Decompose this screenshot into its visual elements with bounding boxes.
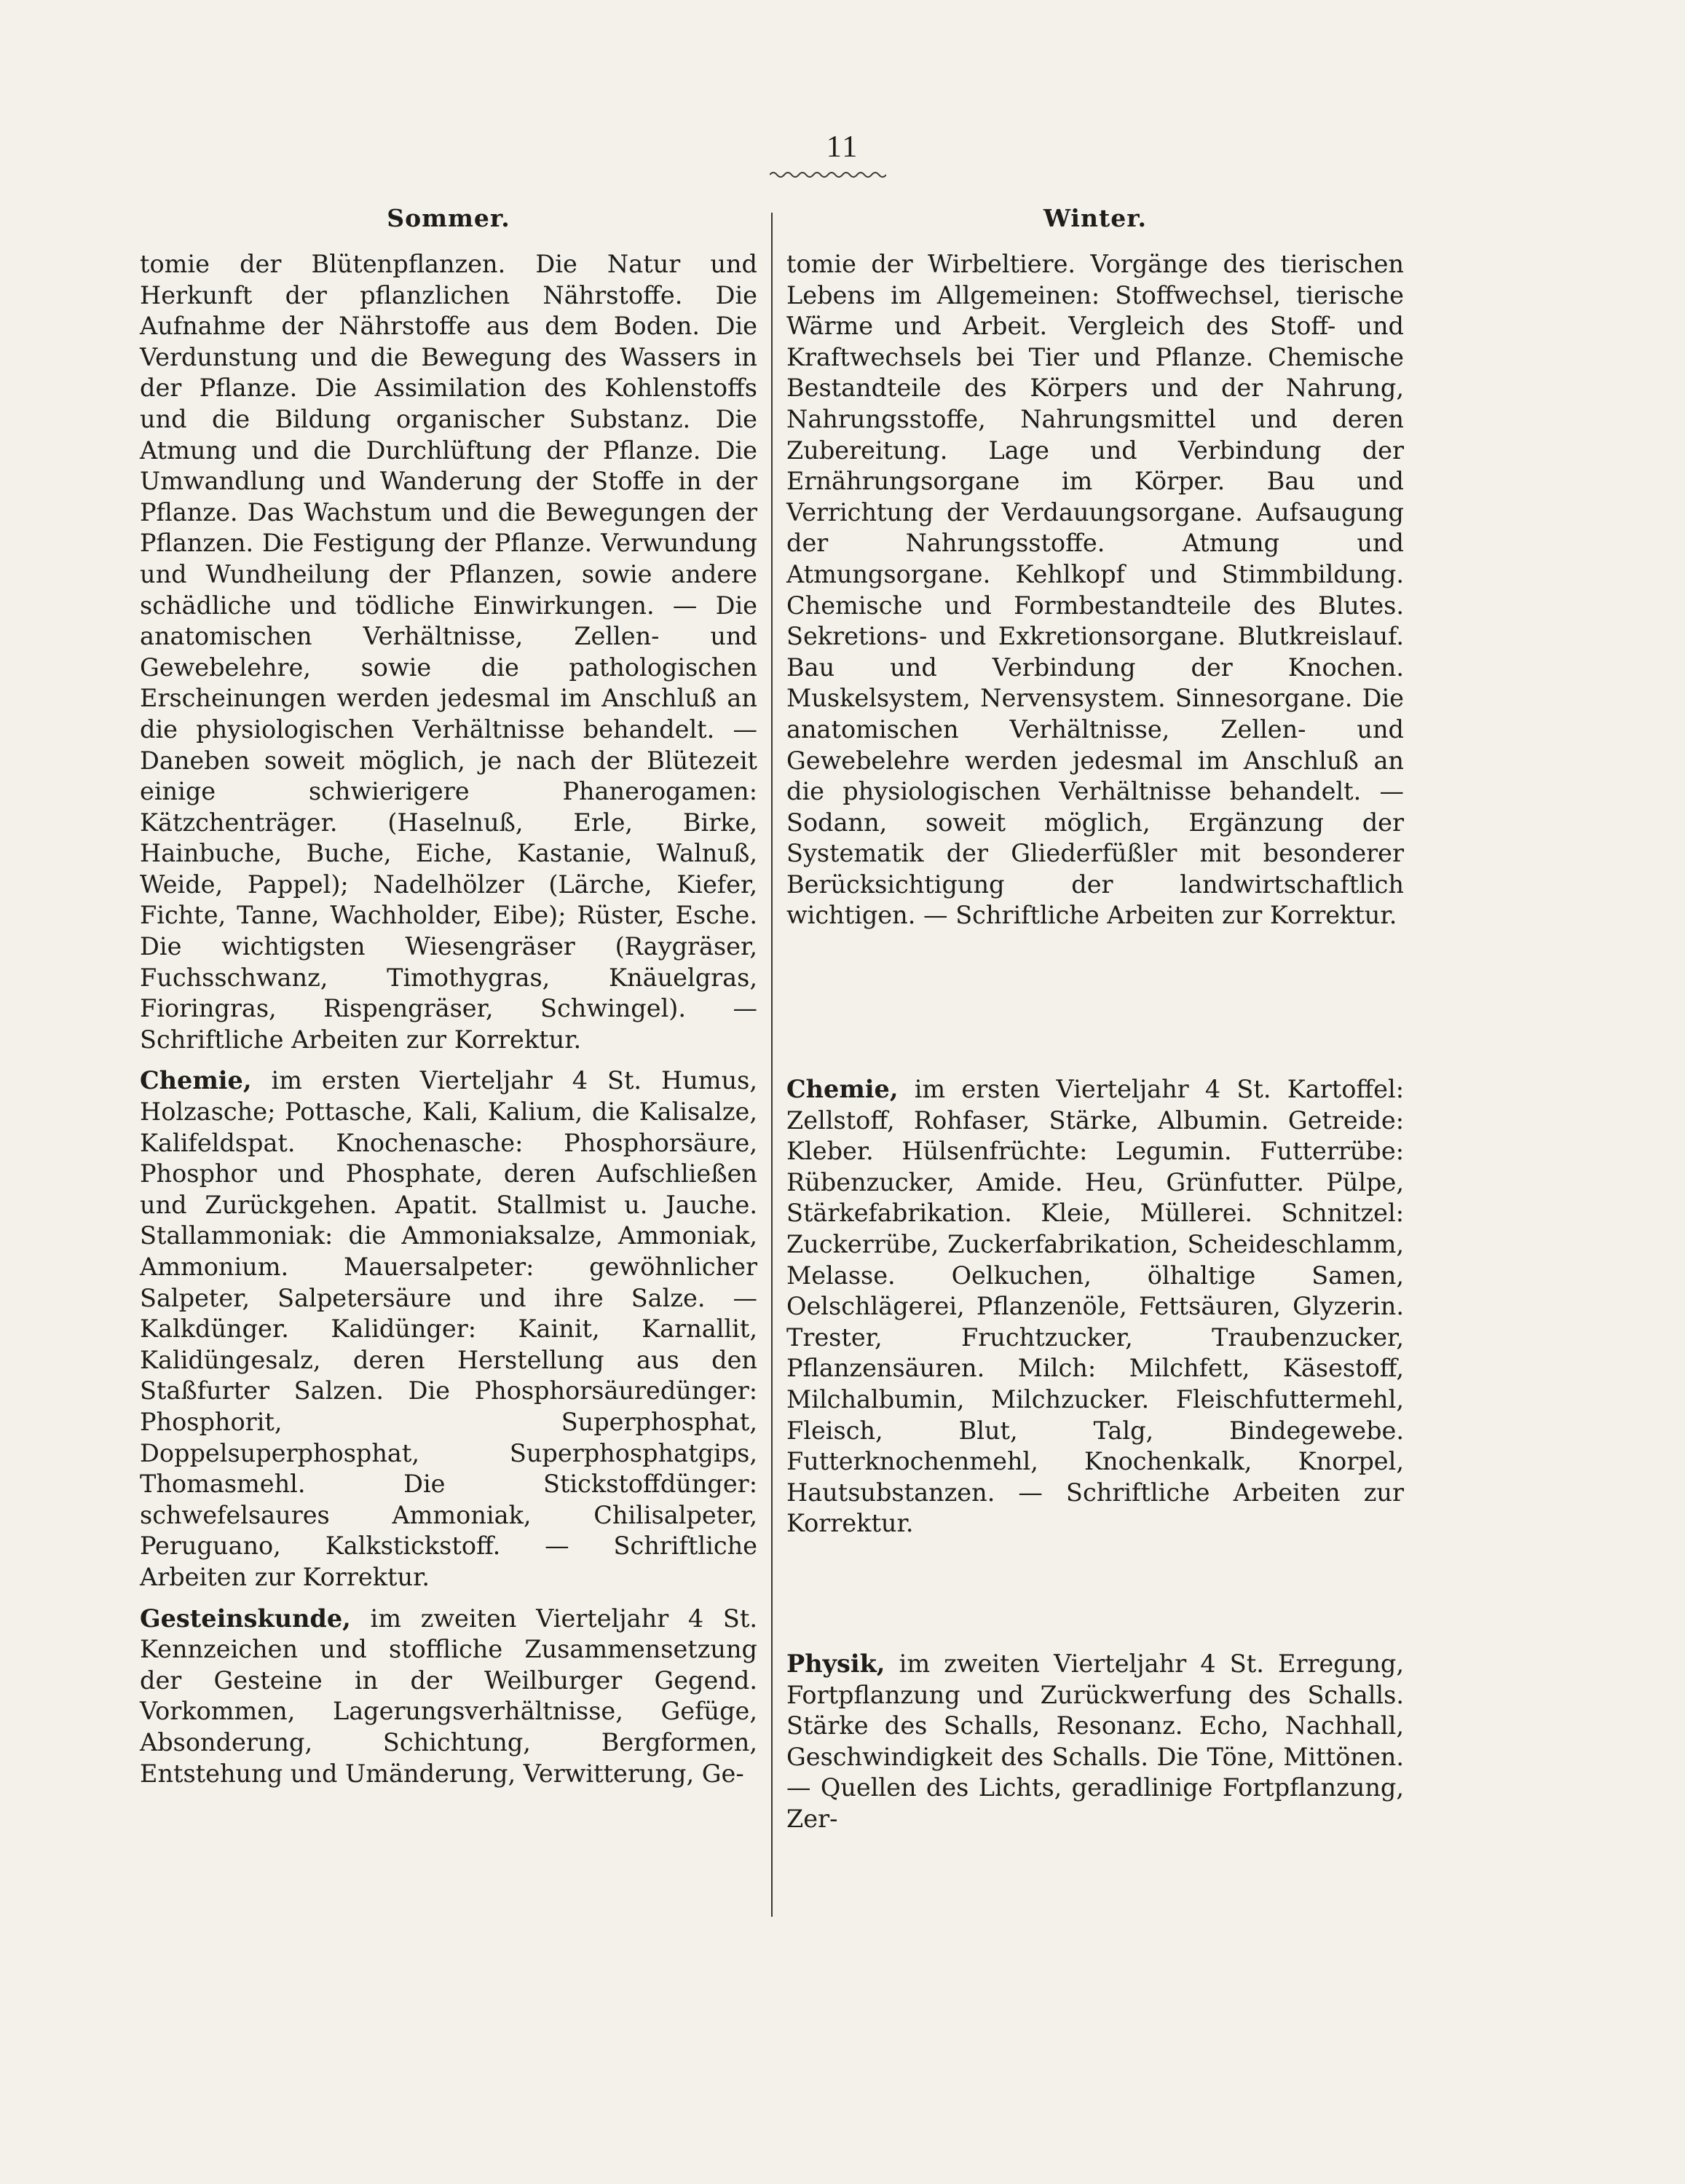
- winter-physics-text: im zweiten Vierteljahr 4 St. Erregung, Fortpflanzung und Zurückwerfung des Schalls. Stärke des Schalls, Resonanz. Echo, Nachhall, Geschwindigkeit des Schalls. Die Töne, Mittönen. — Quellen des Lichts, geradlinige Fortpflanzung, Zer-: [786, 1649, 1404, 1833]
- summer-heading: Sommer.: [387, 204, 510, 232]
- winter-chemistry-text: im ersten Vierteljahr 4 St. Kartoffel: Zellstoff, Rohfaser, Stärke, Albumin. Getreide: Kleber. Hülsenfrüchte: Legumin. Futterrübe: Rübenzucker, Amide. Heu, Grünfutter. Pülpe, Stärkefabrikation. Kleie, Müllerei. Schnitzel: Zuckerrübe, Zuckerfabrikation, Scheideschlamm, Melasse. Oelkuchen, ölhaltige Samen, Oelschlägerei, Pflanzenöle, Fettsäuren, Glyzerin. Trester, Fruchtzucker, Traubenzucker, Pflanzensäuren. Milch: Milchfett, Käsestoff, Milchalbumin, Milchzucker. Fleischfuttermehl, Fleisch, Blut, Talg, Bindegewebe. Futterknochenmehl, Knochenkalk, Knorpel, Hautsubstanzen. — Schriftliche Arbeiten zur Korrektur.: [786, 1075, 1404, 1538]
- summer-geology-title: Gesteinskunde,: [140, 1604, 351, 1633]
- winter-intro: tomie der Wirbeltiere. Vorgänge des tierischen Lebens im Allgemeinen: Stoffwechsel, tierische Wärme und Arbeit. Vergleich des Stoff- und Kraftwechsels bei Tier und Pflanze. Chemische Bestandteile des Körpers und der Nahrung, Nahrungsstoffe, Nahrungsmittel und deren Zubereitung. Lage und Verbindung der Ernährungsorgane im Körper. Bau und Verrichtung der Verdauungsorgane. Aufsaugung der Nahrungsstoffe. Atmung und Atmungsorgane. Kehlkopf und Stimmbildung. Chemische und Formbestandteile des Blutes. Sekretions- und Exkretionsorgane. Blutkreislauf. Bau und Verbindung der Knochen. Muskelsystem, Nervensystem. Sinnesorgane. Die anatomischen Verhältnisse, Zellen- und Gewebelehre werden jedesmal im Anschluß an die physiologischen Verhältnisse behandelt. — Sodann, soweit möglich, Ergänzung der Systematik der Gliederfüßler mit besonderer Berücksichtigung der landwirtschaftlich wichtigen. — Schriftliche Arbeiten zur Korrektur.: [786, 250, 1404, 930]
- page-number: 11: [826, 130, 859, 164]
- winter-chemistry-title: Chemie,: [786, 1075, 899, 1104]
- ornament-divider: [770, 169, 886, 181]
- summer-chemistry: [140, 1065, 757, 1593]
- summer-column: [140, 204, 757, 1789]
- summer-geology: [140, 1604, 757, 1790]
- winter-physics: [786, 1649, 1404, 1835]
- column-divider: [771, 213, 773, 1917]
- summer-chemistry-title: Chemie,: [140, 1066, 252, 1095]
- winter-physics-title: Physik,: [786, 1649, 885, 1678]
- summer-chemistry-text: im ersten Vierteljahr 4 St. Humus, Holzasche; Pottasche, Kali, Kalium, die Kalisalze, Kalifeldspat. Knochenasche: Phosphorsäure, Phosphor und Phosphate, deren Aufschließen und Zurückgehen. Apatit. Stallmist u. Jauche. Stallammoniak: die Ammoniaksalze, Ammoniak, Ammonium. Mauersalpeter: gewöhnlicher Salpeter, Salpetersäure und ihre Salze. — Kalkdünger. Kalidünger: Kainit, Karnallit, Kalidüngesalz, deren Herstellung aus den Staßfurter Salzen. Die Phosphorsäuredünger: Phosphorit, Superphosphat, Doppelsuperphosphat, Superphosphatgips, Thomasmehl. Die Stickstoffdünger: schwefelsaures Ammoniak, Chilisalpeter, Peruguano, Kalkstickstoff. — Schriftliche Arbeiten zur Korrektur.: [140, 1066, 757, 1591]
- winter-column: [786, 204, 1404, 1835]
- winter-chemistry: [786, 1074, 1404, 1540]
- winter-heading: Winter.: [1043, 204, 1148, 232]
- summer-intro: tomie der Blütenpflanzen. Die Natur und Herkunft der pflanzlichen Nährstoffe. Die Aufnahme der Nährstoffe aus dem Boden. Die Verdunstung und die Bewegung des Wassers in der Pflanze. Die Assimilation des Kohlenstoffs und die Bildung organischer Substanz. Die Atmung und die Durchlüftung der Pflanze. Die Umwandlung und Wanderung der Stoffe in der Pflanze. Das Wachstum und die Bewegungen der Pflanzen. Die Festigung der Pflanze. Verwundung und Wundheilung der Pflanzen, sowie andere schädliche und tödliche Einwirkungen. — Die anatomischen Verhältnisse, Zellen- und Gewebelehre, sowie die pathologischen Erscheinungen werden jedesmal im Anschluß an die physiologischen Verhältnisse behandelt. — Daneben soweit möglich, je nach der Blütezeit einige schwierigere Phanerogamen: Kätzchenträger. (Haselnuß, Erle, Birke, Hainbuche, Buche, Eiche, Kastanie, Walnuß, Weide, Pappel); Nadelhölzer (Lärche, Kiefer, Fichte, Tanne, Wachholder, Eibe); Rüster, Esche. Die wichtigsten Wiesengräser (Raygräser, Fuchsschwanz, Timothygras, Knäuelgras, Fioringras, Rispengräser, Schwingel). — Schriftliche Arbeiten zur Korrektur.: [140, 250, 757, 1054]
- summer-geology-text: im zweiten Vierteljahr 4 St. Kennzeichen und stoffliche Zusammensetzung der Gesteine in der Weilburger Gegend. Vorkommen, Lagerungsverhältnisse, Gefüge, Absonderung, Schichtung, Bergformen, Entstehung und Umänderung, Verwitterung, Ge-: [140, 1604, 757, 1788]
